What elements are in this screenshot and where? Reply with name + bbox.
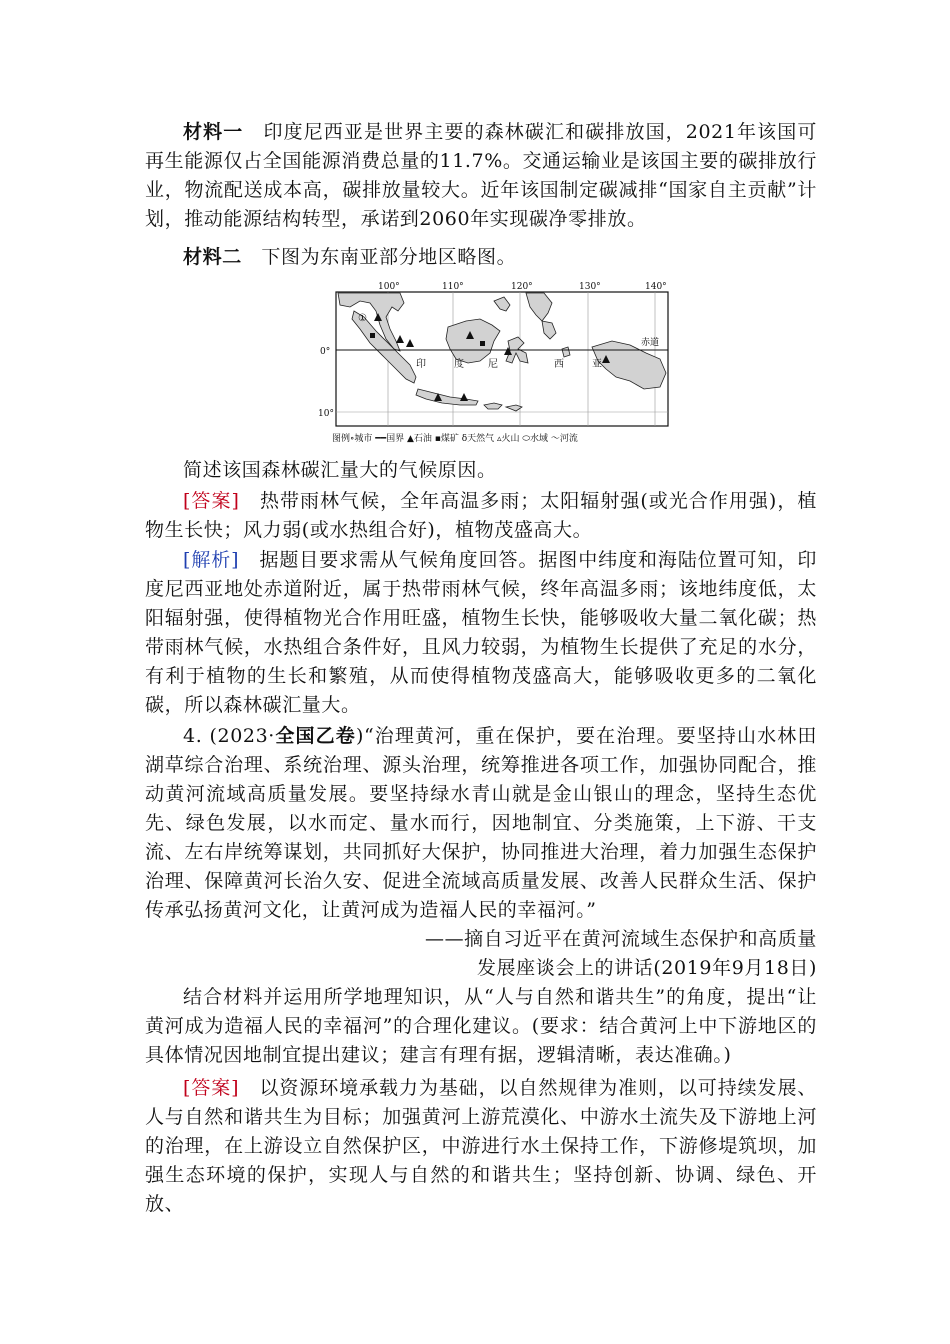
lon-label-120: 120° xyxy=(511,282,533,292)
material-two-label: 材料二 xyxy=(183,246,242,268)
material-one-text: 印度尼西亚是世界主要的森林碳汇和碳排放国，2021年该国可再生能源仅占全国能源消费总量的11.7%。交通运输业是该国主要的碳排放行业，物流配送成本高，碳排放量较大。近年该国制定碳减排“国家自主贡献”计划，推动能源结构转型，承诺到2060年实现碳净零排放。 xyxy=(145,121,817,230)
q4-prompt: 结合材料并运用所学地理知识，从“人与自然和谐共生”的角度，提出“让黄河成为造福人民的幸福河”的合理化建议。(要求：结合黄河上中下游地区的具体情况因地制宜提出建议；建言有理有据，逻辑清晰，表达准确。) xyxy=(145,986,817,1066)
lat-label-10: 10° xyxy=(318,409,334,419)
southeast-asia-map xyxy=(318,281,672,444)
q3-analysis: 据题目要求需从气候角度回答。据图中纬度和海陆位置可知，印度尼西亚地处赤道附近，属于热带雨林气候，终年高温多雨；该地纬度低，太阳辐射强，使得植物光合作用旺盛，植物生长快，能够吸收大量二氧化碳；热带雨林气候，水热组合条件好，且风力较弱，为植物生长提供了充足的水分，有利于植物的生长和繁殖，从而使得植物茂盛高大，能够吸收更多的二氧化碳，所以森林碳汇量大。 xyxy=(145,549,817,716)
map-char-ni: 尼 xyxy=(488,359,498,370)
lon-label-140: 140° xyxy=(645,282,667,292)
map-legend: 图例∘城市 ━━国界 ▲石油 ▪煤矿 δ天然气 ▵火山 ⬭水域 ～河流 xyxy=(332,434,578,444)
material-one-label: 材料一 xyxy=(183,121,244,143)
map-char-du: 度 xyxy=(454,359,464,370)
lon-label-130: 130° xyxy=(579,282,601,292)
equator-label: 赤道 xyxy=(641,338,660,348)
coal-symbol xyxy=(480,341,485,346)
q3-analysis-tag: [解析] xyxy=(183,549,240,571)
lat-label-0: 0° xyxy=(320,347,331,357)
map-marker-1: ① xyxy=(358,313,367,324)
lon-label-110: 110° xyxy=(442,282,464,292)
question-4 xyxy=(145,722,817,1219)
question-3 xyxy=(145,456,817,720)
q4-answer-tag: [答案] xyxy=(183,1077,240,1099)
map-char-yin: 印 xyxy=(416,359,426,370)
q3-question: 简述该国森林碳汇量大的气候原因。 xyxy=(183,459,497,481)
material-two-text: 下图为东南亚部分地区略图。 xyxy=(261,246,517,268)
material-two xyxy=(145,243,817,272)
material-one xyxy=(145,118,817,234)
q4-citation-1: ——摘自习近平在黄河流域生态保护和高质量 xyxy=(424,928,817,950)
q4-answer: 以资源环境承载力为基础，以自然规律为准则，以可持续发展、人与自然和谐共生为目标；加强黄河上游荒漠化、中游水土流失及下游地上河的治理，在上游设立自然保护区，中游进行水土保持工作，下游修堤筑坝，加强生态环境的保护，实现人与自然的和谐共生；坚持创新、协调、绿色、开放、 xyxy=(145,1077,817,1215)
q4-citation-2: 发展座谈会上的讲话(2019年9月18日) xyxy=(476,957,817,979)
map-char-ya: 亚 xyxy=(592,359,602,370)
q4-source-suffix: ) xyxy=(355,725,364,747)
map-char-xi: 西 xyxy=(554,359,564,370)
q4-source-prefix: (2023· xyxy=(209,725,275,747)
q4-source: 全国乙卷 xyxy=(274,725,356,747)
coal-symbol xyxy=(370,333,375,338)
q3-answer-tag: [答案] xyxy=(183,490,240,512)
q3-answer: 热带雨林气候，全年高温多雨；太阳辐射强(或光合作用强)，植物生长快；风力弱(或水热组合好)，植物茂盛高大。 xyxy=(145,490,817,541)
q4-number: 4. xyxy=(183,725,203,747)
lon-label-100: 100° xyxy=(378,282,400,292)
q4-quote: “治理黄河，重在保护，要在治理。要坚持山水林田湖草综合治理、系统治理、源头治理，统筹推进各项工作，加强协同配合，推动黄河流域高质量发展。要坚持绿水青山就是金山银山的理念，坚持生态优先、绿色发展，以水而定、量水而行，因地制宜、分类施策，上下游、干支流、左右岸统筹谋划，共同抓好大保护，协同推进大治理，着力加强生态保护治理、保障黄河长治久安、促进全流域高质量发展、改善人民群众生活、保护传承弘扬黄河文化，让黄河成为造福人民的幸福河。” xyxy=(145,725,818,921)
